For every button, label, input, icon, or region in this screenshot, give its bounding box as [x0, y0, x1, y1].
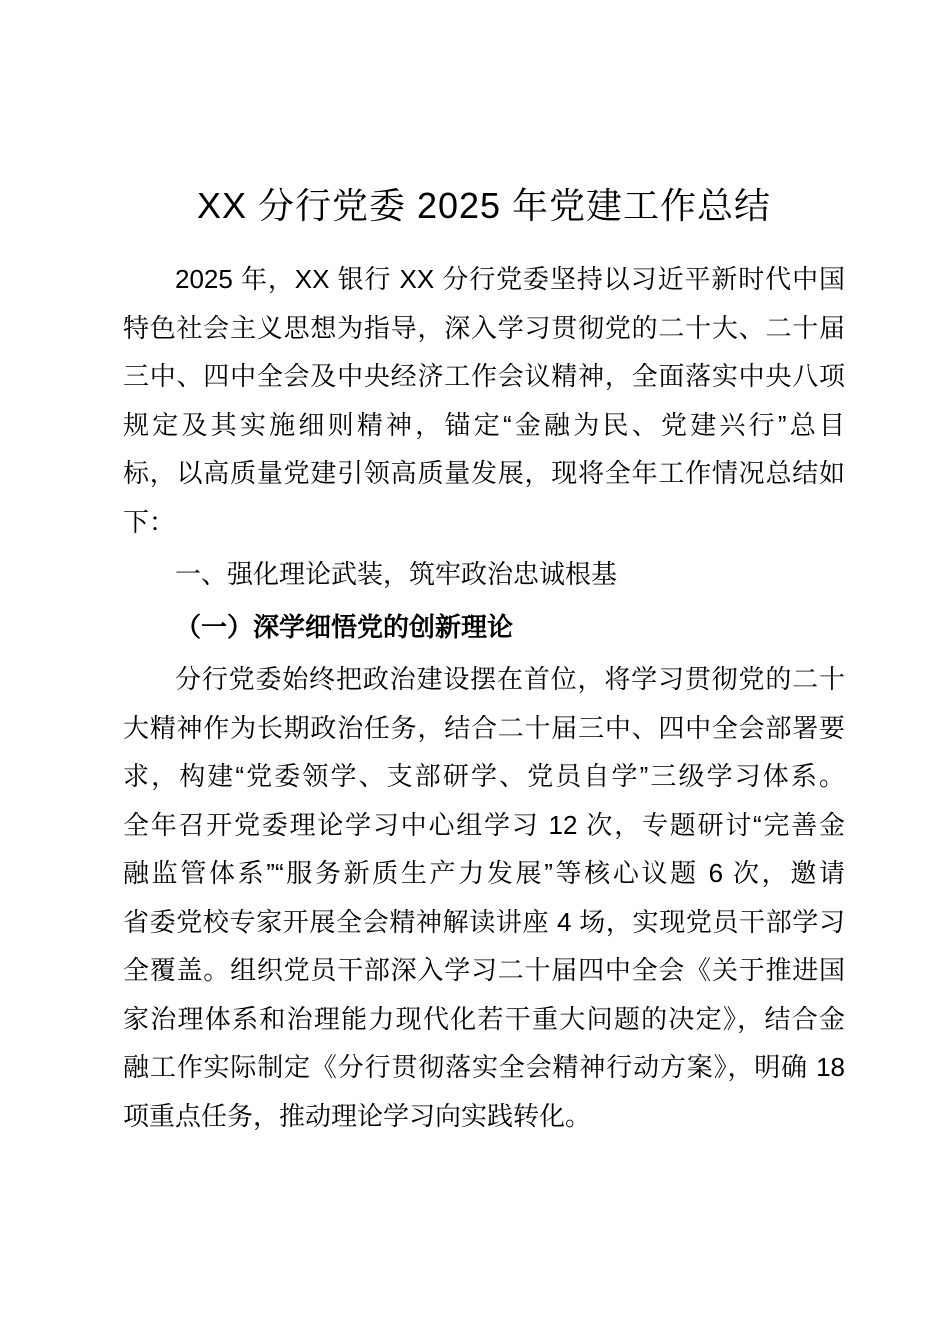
- section-1-body-paragraph: [123, 655, 845, 1140]
- text-line: 求，构建“党委领学、支部研学、党员自学”三级学习体系。: [123, 761, 845, 791]
- intro-paragraph: [123, 255, 845, 546]
- section-1-heading: 一、强化理论武装，筑牢政治忠诚根基: [175, 559, 618, 589]
- document-content: [123, 182, 845, 1140]
- text-line: 分行党委始终把政治建设摆在首位，将学习贯彻党的二十: [175, 664, 845, 694]
- text-line: 全覆盖。组织党员干部深入学习二十届四中全会《关于推进国: [123, 955, 845, 985]
- text-line: 融工作实际制定《分行贯彻落实全会精神行动方案》，明确 18: [123, 1052, 845, 1082]
- text-line: 家治理体系和治理能力现代化若干重大问题的决定》，结合金: [123, 1003, 845, 1034]
- text-line: 规定及其实施细则精神，锚定“金融为民、党建兴行”总目: [123, 409, 845, 440]
- text-line: 全年召开党委理论学习中心组学习 12 次，专题研讨“完善金: [123, 809, 845, 840]
- text-line: 大精神作为长期政治任务，结合二十届三中、四中全会部署要: [123, 712, 845, 743]
- text-line: 项重点任务，推动理论学习向实践转化。: [123, 1100, 592, 1131]
- text-line: 省委党校专家开展全会精神解读讲座 4 场，实现党员干部学习: [123, 906, 845, 937]
- text-line: 三中、四中全会及中央经济工作会议精神，全面落实中央八项: [123, 361, 845, 391]
- text-line: 2025 年，XX 银行 XX 分行党委坚持以习近平新时代中国: [175, 264, 845, 294]
- text-line: 特色社会主义思想为指导，深入学习贯彻党的二十大、二十届: [123, 312, 845, 343]
- text-line: 融监管体系”“服务新质生产力发展”等核心议题 6 次，邀请: [123, 858, 845, 888]
- section-1-subheading: （一）深学细悟党的创新理论: [175, 611, 514, 642]
- text-line: 标，以高质量党建引领高质量发展，现将全年工作情况总结如: [123, 458, 845, 488]
- document-title: XX 分行党委 2025 年党建工作总结: [196, 185, 772, 226]
- text-line: 下：: [123, 506, 176, 537]
